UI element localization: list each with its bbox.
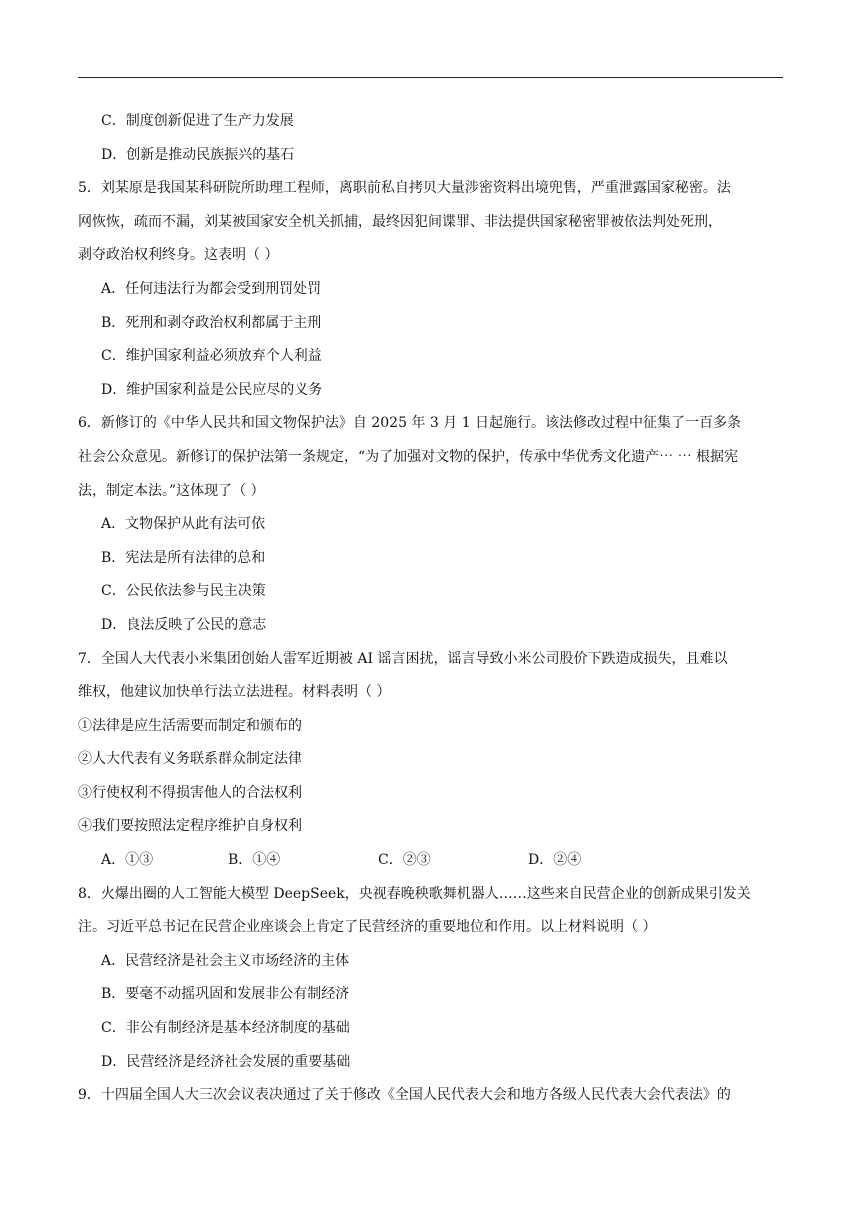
q7-statement-3: ③行使权利不得损害他人的合法权利 — [78, 784, 302, 801]
q8-stem — [78, 881, 783, 941]
q7-statement-1: ①法律是应生活需要而制定和颁布的 — [78, 717, 302, 734]
q5-stem-line: 网恢恢，疏而不漏，刘某被国家安全机关抓捕，最终因犯间谍罪、非法提供国家秘密罪被依法判处死刑， — [78, 213, 722, 230]
q6-option-a: A．文物保护从此有法可依 — [101, 516, 266, 533]
q7-statement-2: ②人大代表有义务联系群众制定法律 — [78, 751, 302, 768]
q5-option-b: B．死刑和剥夺政治权利都属于主刑 — [101, 314, 322, 331]
q7-option-a: A．①③ — [101, 852, 154, 869]
q5-stem — [78, 175, 783, 268]
q8-option-d: D．民营经济是经济社会发展的重要基础 — [101, 1053, 351, 1070]
q8-stem-line: 8．火爆出圈的人工智能大模型 DeepSeek，央视春晚秧歌舞机器人……这些来自民营企业的创新成果引发关 — [78, 885, 751, 902]
q5-stem-line: 5．刘某原是我国某科研院所助理工程师，离职前私自拷贝大量涉密资料出境兜售，严重泄露国家秘密。法 — [78, 180, 731, 197]
q7-option-b: B．①④ — [228, 852, 281, 869]
header-rule — [78, 77, 783, 78]
q6-stem-line: 社会公众意见。新修订的保护法第一条规定，“为了加强对文物的保护，传承中华优秀文化遗产⋯ ⋯ 根据宪 — [78, 448, 739, 465]
q5-option-c: C．维护国家利益必须放弃个人利益 — [101, 348, 322, 365]
q5-option-a: A．任何违法行为都会受到刑罚处罚 — [101, 280, 322, 297]
q7-option-c: C．②③ — [378, 852, 431, 869]
q8-option-c: C．非公有制经济是基本经济制度的基础 — [101, 1020, 350, 1037]
q6-option-b: B．宪法是所有法律的总和 — [101, 549, 266, 566]
q4-option-d: D．创新是推动民族振兴的基石 — [101, 146, 295, 163]
q6-stem-line: 6．新修订的《中华人民共和国文物保护法》自 2025 年 3 月 1 日起施行。该法修改过程中征集了一百多条 — [78, 415, 742, 432]
q7-stem — [78, 646, 783, 706]
document-body — [78, 108, 783, 1116]
q7-option-d: D．②④ — [528, 852, 582, 869]
q6-option-c: C．公民依法参与民主决策 — [101, 583, 266, 600]
q5-option-d: D．维护国家利益是公民应尽的义务 — [101, 381, 323, 398]
q7-stem-line: 维权，他建议加快单行法立法进程。材料表明（ ） — [78, 684, 391, 701]
q9-stem — [78, 1082, 783, 1108]
q7-options-row — [78, 847, 783, 873]
q7-statement-4: ④我们要按照法定程序维护自身权利 — [78, 818, 302, 835]
q9-stem-line: 9．十四届全国人大三次会议表决通过了关于修改《全国人民代表大会和地方各级人民代表大会代表法》的 — [78, 1087, 731, 1104]
q7-stem-line: 7．全国人大代表小米集团创始人雷军近期被 AI 谣言困扰，谣言导致小米公司股价下跌造成损失，且难以 — [78, 650, 728, 667]
q8-option-a: A．民营经济是社会主义市场经济的主体 — [101, 952, 350, 969]
q5-stem-line: 剥夺政治权利终身。这表明（ ） — [78, 247, 279, 264]
q8-stem-line: 注。习近平总书记在民营企业座谈会上肯定了民营经济的重要地位和作用。以上材料说明（ ） — [78, 919, 657, 936]
q6-stem — [78, 410, 783, 503]
q8-option-b: B．要毫不动摇巩固和发展非公有制经济 — [101, 986, 350, 1003]
q6-stem-line: 法，制定本法。”这体现了（ ） — [78, 482, 265, 499]
q4-option-c: C．制度创新促进了生产力发展 — [101, 113, 294, 129]
q6-option-d: D．良法反映了公民的意志 — [101, 616, 267, 633]
